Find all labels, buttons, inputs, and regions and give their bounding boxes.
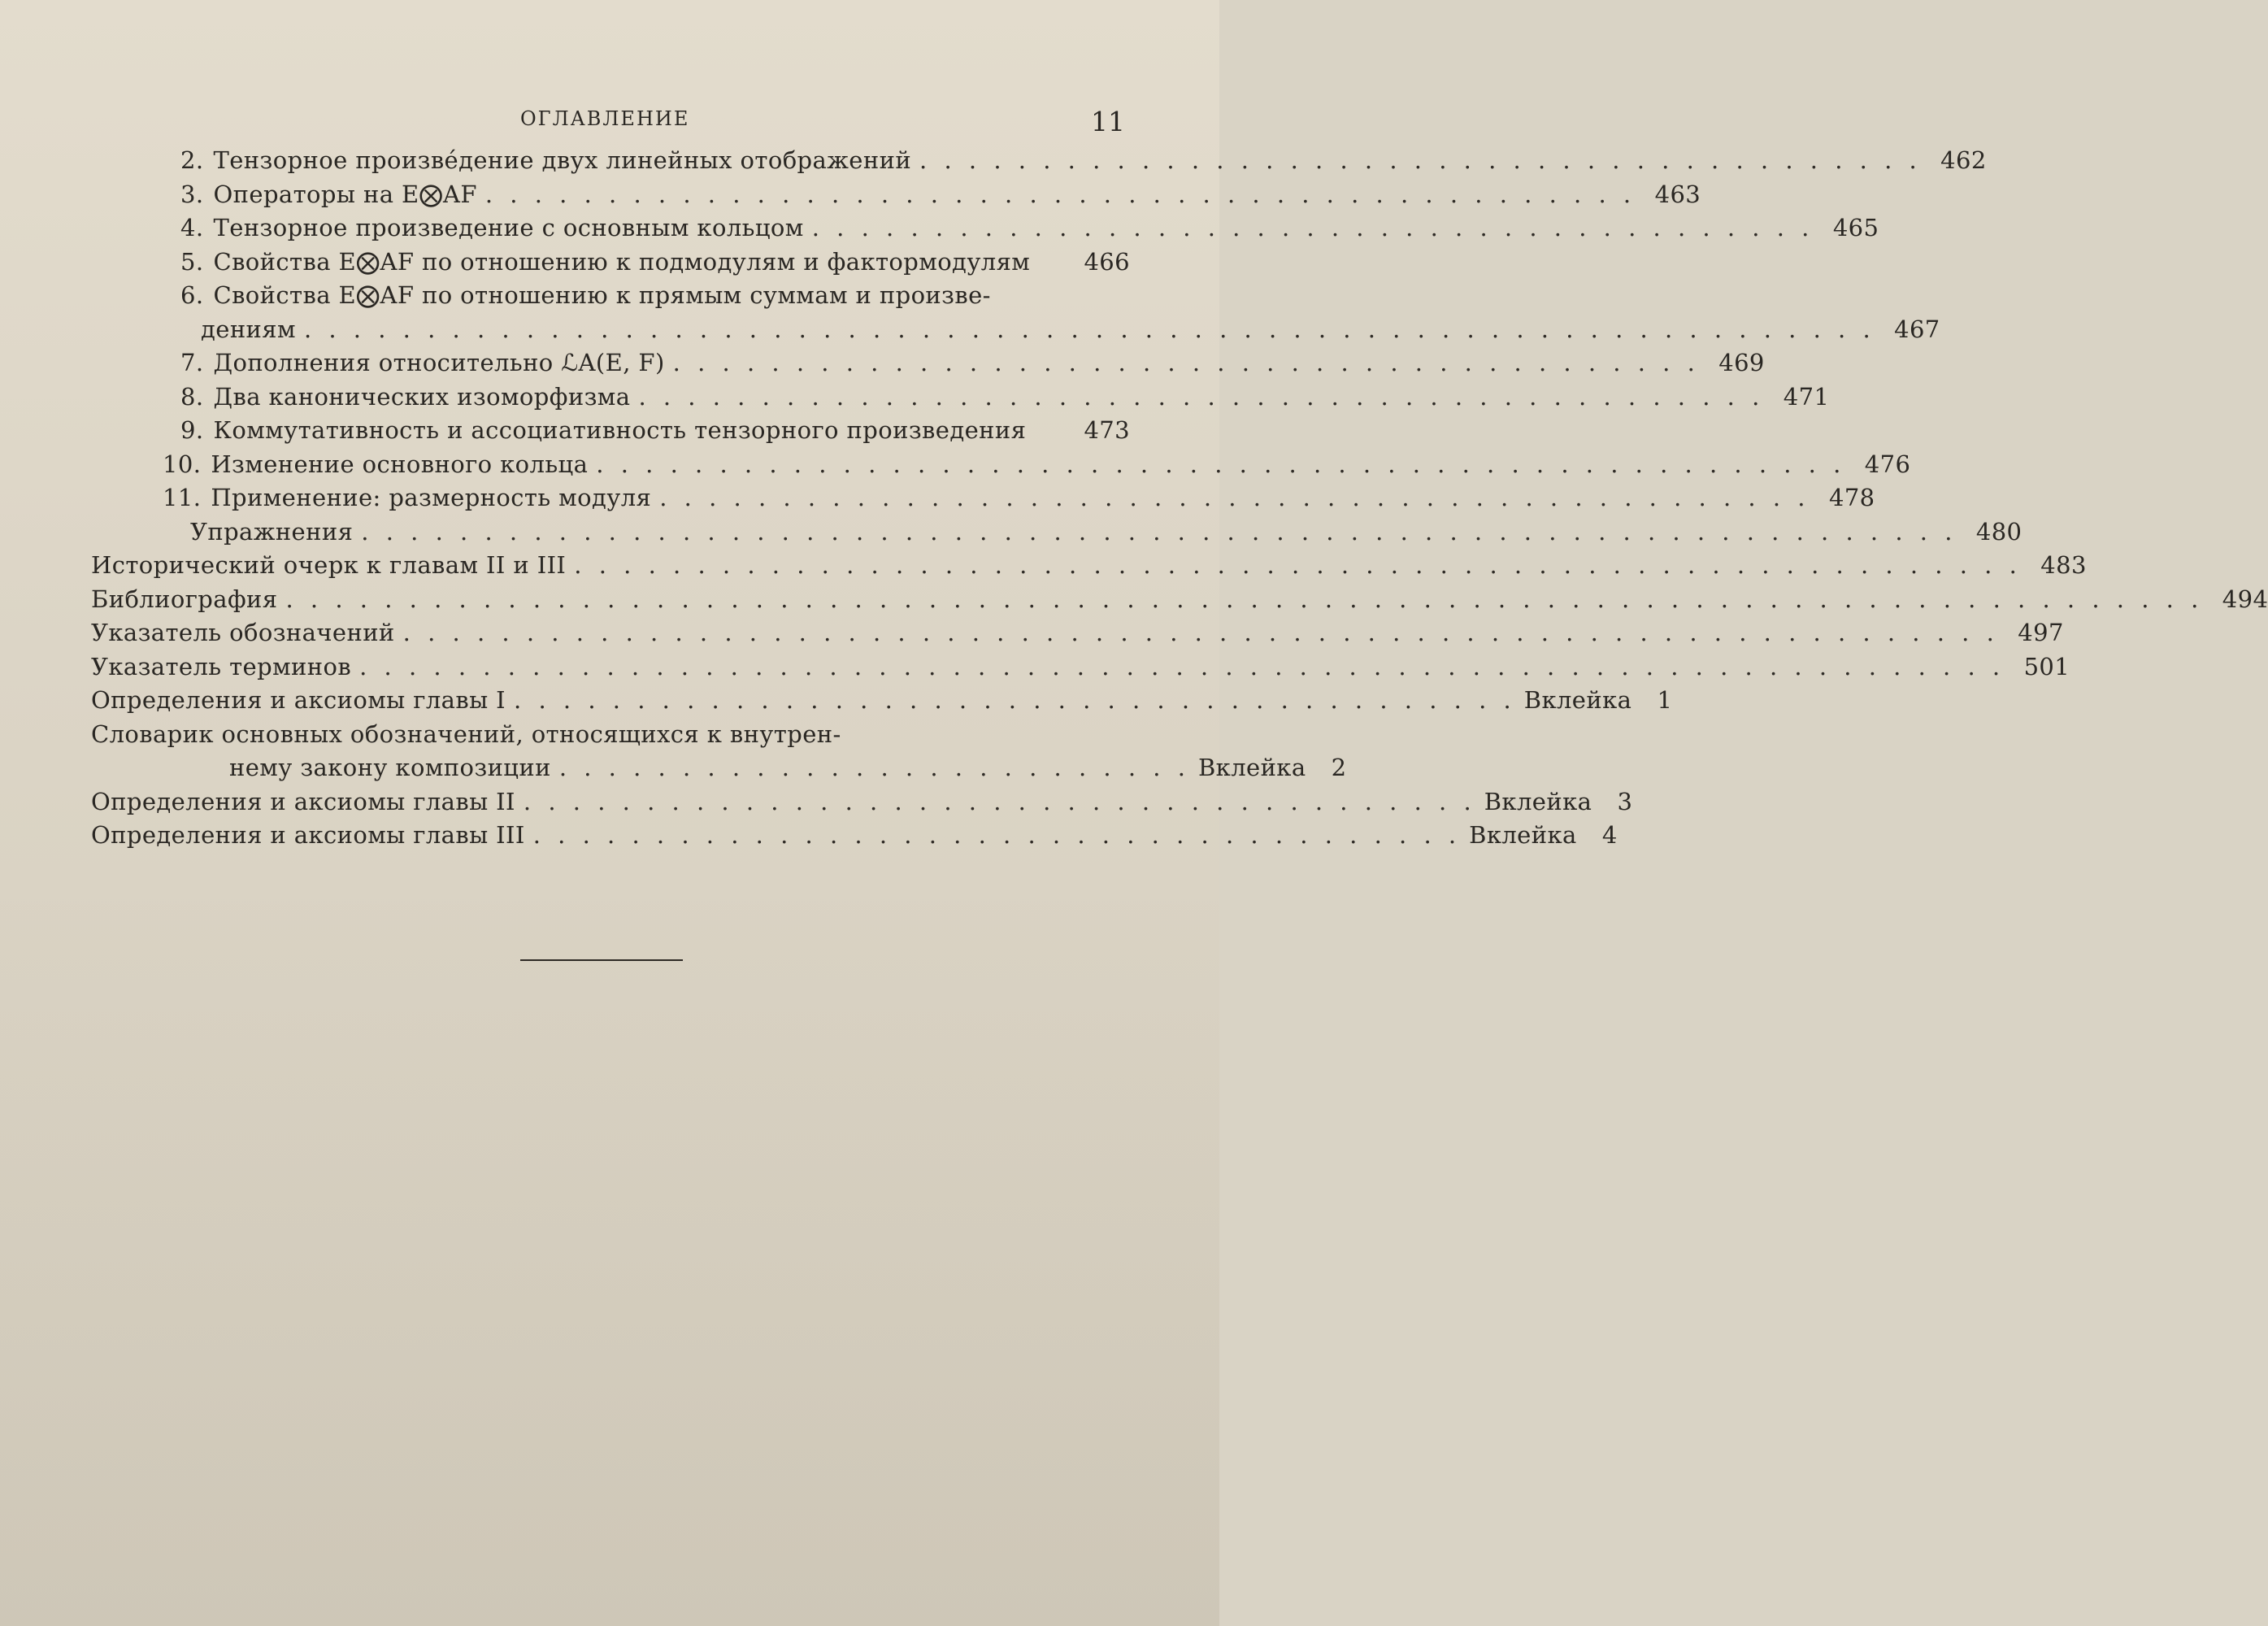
- insert-label: Вклейка: [1197, 754, 1306, 781]
- toc-entry: [81, 821, 1618, 855]
- toc-entry: 6. Свойства E⨂AF по отношению к прямым суммам и произве-: [180, 281, 991, 309]
- leader-dots: . . . . . . . . . . . . . . . . . . . . . . . . . . . . . . . . . . . . . . . . . . . . . . . . . . . . . . . . . . . . . . . . . . . . . . . . . . . . . .: [285, 585, 2204, 613]
- toc-entry-label: Определения и аксиомы главы II: [91, 787, 515, 815]
- running-title: ОГЛАВЛЕНИЕ: [520, 107, 690, 130]
- toc-entry-page: 465: [1832, 214, 1879, 241]
- toc-entry-label: дениям: [201, 315, 296, 343]
- toc-entry-label: Применение: размерность модуля: [211, 484, 652, 511]
- toc-entry-label: Тензорное произведение с основным кольцом: [213, 214, 804, 241]
- leader-dots: . . . . . . . . . . . . . . . . . . . . . . . . . . . . . . . . . . . . . . .: [523, 787, 1476, 815]
- toc-entry: 3. Операторы на E⨂AF . . . . . . . . . . . . . . . . . . . . . . . . . . . . . . . . . . . . . . . . . . . . . . . 463: [180, 180, 1701, 208]
- leader-dots: . . . . . . . . . . . . . . . . . . . . . . . . . . . . . . . . . . . . . . . . . . . . . . .: [484, 180, 1636, 208]
- insert-label: Вклейка: [1484, 787, 1592, 815]
- toc-entry-label: Указатель обозначений: [91, 619, 395, 646]
- toc-entry-page: 1: [1657, 686, 1673, 714]
- toc-entry-label: Упражнения: [190, 517, 354, 546]
- toc-entry-page: 494: [2222, 585, 2268, 613]
- toc-entry-page: 463: [1654, 180, 1701, 208]
- toc-entry-page: 480: [1975, 517, 2023, 546]
- toc-entry-label: Словарик основных обозначений, относящихся к внутрен-: [91, 720, 841, 748]
- toc-entry: [81, 585, 2268, 620]
- leader-dots: . . . . . . . . . . . . . . . . . . . . . . . . . . . . . . . . . . . . . . . . . . . . . . . . . . . . . . . . . . . . . . . . .: [361, 517, 1957, 546]
- toc-entry-page: 471: [1783, 382, 1830, 411]
- leader-dots: . . . . . . . . . . . . . . . . . . . . . . . . . . . . . . . . . . . . . . . . . . . . . .: [638, 382, 1765, 411]
- leader-dots: . . . . . . . . . . . . . . . . . . . . . . . . . .: [558, 754, 1190, 781]
- leader-dots: . . . . . . . . . . . . . . . . . . . . . . . . . . . . . . . . . . . . . . . . . . . . . . . . . . . . . . . . . . . . . . . . . . .: [359, 652, 2005, 680]
- toc-entry-page: 483: [2040, 551, 2087, 579]
- toc-entry-label: Исторический очерк к главам II и III: [91, 551, 567, 579]
- toc-entry: 4. Тензорное произведение с основным кольцом . . . . . . . . . . . . . . . . . . . . . . . . . . . . . . . . . . . . . . . . . 465: [180, 214, 1879, 241]
- toc-entry-page: 501: [2023, 652, 2070, 680]
- toc-entry-continuation: [81, 315, 1940, 350]
- toc-entry-label: Определения и аксиомы главы I: [91, 686, 506, 714]
- toc-entry-page: 466: [1084, 247, 1130, 276]
- page-number: 11: [1091, 106, 1125, 137]
- toc-entry-page: 476: [1864, 450, 1911, 478]
- toc-entry: [81, 652, 2070, 687]
- toc-entry: [81, 787, 1633, 822]
- toc-entry: 9. Коммутативность и ассоциативность тензорного произведения 473: [180, 416, 1130, 444]
- leader-dots: . . . . . . . . . . . . . . . . . . . . . . . . . . . . . . . . . . . . . . . . .: [919, 146, 1922, 174]
- toc-entry-label: нему закону композиции: [229, 754, 551, 781]
- leader-dots: . . . . . . . . . . . . . . . . . . . . . . . . . . . . . . . . . . . . . . . . . . . . . . . . . . . . . . . . . . .: [574, 551, 2022, 579]
- toc-entry: 5. Свойства E⨂AF по отношению к подмодулям и фактормодулям 466: [180, 247, 1130, 276]
- toc-entry: 8. Два канонических изоморфизма . . . . . . . . . . . . . . . . . . . . . . . . . . . . . . . . . . . . . . . . . . . . . . 471: [180, 382, 1830, 411]
- toc-entry-label: Определения и аксиомы главы III: [91, 821, 525, 849]
- leader-dots: . . . . . . . . . . . . . . . . . . . . . . . . . . . . . . . . . . . . . . . . . . . . . . .: [659, 484, 1810, 511]
- toc-entry: 7. Дополнения относительно ℒA(E, F) . . . . . . . . . . . . . . . . . . . . . . . . . . . . . . . . . . . . . . . . . . 469: [180, 349, 1765, 376]
- toc-entry-label: Два канонических изоморфизма: [213, 382, 631, 411]
- toc-entry-page: 478: [1828, 484, 1875, 511]
- toc-entry: [81, 686, 1673, 720]
- toc-entry-label: Операторы на E⨂AF: [213, 180, 477, 208]
- toc-entry: [81, 720, 1130, 754]
- insert-label: Вклейка: [1523, 686, 1632, 714]
- toc-entry-page: 3: [1617, 787, 1633, 815]
- table-of-contents: [81, 146, 2268, 855]
- toc-entry-label: Дополнения относительно ℒA(E, F): [213, 349, 665, 376]
- leader-dots: . . . . . . . . . . . . . . . . . . . . . . . . . . . . . . . . . . . . . .: [532, 821, 1462, 849]
- toc-entry-label: Указатель терминов: [91, 652, 352, 680]
- toc-entry-label: Коммутативность и ассоциативность тензорного произведения: [213, 416, 1027, 444]
- leader-dots: . . . . . . . . . . . . . . . . . . . . . . . . . . . . . . . . . . . . . . . . . . . . . . . . . . . . . . . . . . . . . . . . .: [402, 619, 1999, 646]
- show-through-area: [0, 854, 1219, 1626]
- toc-entry-page: 2: [1331, 754, 1347, 781]
- leader-dots: . . . . . . . . . . . . . . . . . . . . . . . . . . . . . . . . . . . . . . . . .: [514, 686, 1516, 714]
- toc-entry: [81, 517, 2023, 552]
- toc-entry: 2. Тензорное произве́дение двух линейных отображений . . . . . . . . . . . . . . . . . . . . . . . . . . . . . . . . . . . . . . . . . 462: [180, 146, 1987, 174]
- toc-entry-continuation: [81, 754, 1347, 788]
- toc-entry-page: 4: [1601, 821, 1618, 849]
- leader-dots: . . . . . . . . . . . . . . . . . . . . . . . . . . . . . . . . . . . . . . . . . . . . . . . . . . . . . . . . . . . . . . . .: [303, 315, 1875, 343]
- toc-entry-page: 462: [1940, 146, 1987, 174]
- leader-dots: . . . . . . . . . . . . . . . . . . . . . . . . . . . . . . . . . . . . . . . . .: [811, 214, 1814, 241]
- leader-dots: . . . . . . . . . . . . . . . . . . . . . . . . . . . . . . . . . . . . . . . . . .: [672, 349, 1700, 376]
- leader-dots: . . . . . . . . . . . . . . . . . . . . . . . . . . . . . . . . . . . . . . . . . . . . . . . . . . .: [596, 450, 1846, 478]
- toc-entry: 10. Изменение основного кольца . . . . . . . . . . . . . . . . . . . . . . . . . . . . . . . . . . . . . . . . . . . . . . . . . . . 476: [163, 450, 1911, 478]
- toc-entry-label: Свойства E⨂AF по отношению к подмодулям и фактормодулям: [213, 247, 1031, 276]
- toc-entry-page: 469: [1718, 349, 1765, 376]
- toc-entry-page: 467: [1894, 315, 1940, 343]
- toc-entry-page: 497: [2018, 619, 2064, 646]
- toc-entry-label: Свойства E⨂AF по отношению к прямым суммам и произве-: [213, 281, 991, 309]
- toc-entry-label: Библиография: [91, 585, 278, 613]
- toc-entry-label: Тензорное произве́дение двух линейных отображений: [213, 146, 912, 174]
- page-header: [0, 104, 1219, 137]
- insert-label: Вклейка: [1469, 821, 1577, 849]
- toc-entry-page: 473: [1084, 416, 1130, 444]
- toc-entry: [81, 551, 2087, 585]
- toc-entry-label: Изменение основного кольца: [211, 450, 589, 478]
- toc-entry: [81, 619, 2064, 653]
- toc-entry: 11. Применение: размерность модуля . . . . . . . . . . . . . . . . . . . . . . . . . . . . . . . . . . . . . . . . . . . . . . . 478: [163, 484, 1875, 511]
